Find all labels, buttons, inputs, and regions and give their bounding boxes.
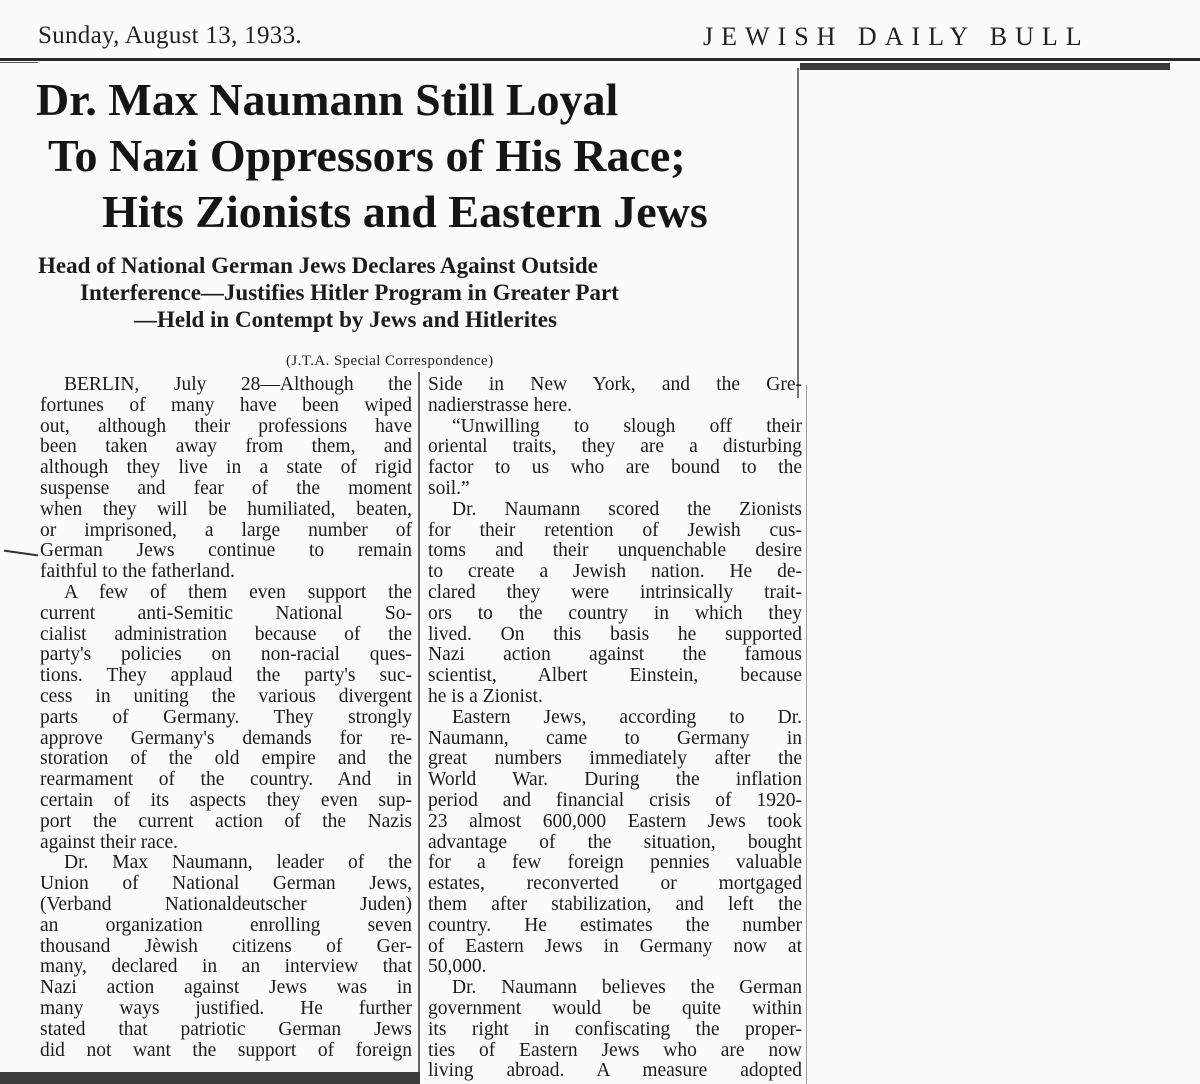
article-text-line: them after stabilization, and left the <box>428 894 802 915</box>
column-divider <box>418 372 420 1084</box>
article-text-line: 50,000. <box>428 956 487 978</box>
article-text-line: period and financial crisis of 1920- <box>428 790 802 811</box>
subhead-line: Interference—Justifies Hitler Program in Greater Part <box>80 280 619 305</box>
article-text-line: country. He estimates the number <box>428 915 802 936</box>
article-text-line: for a few foreign pennies valuable <box>428 853 802 874</box>
article-text-line: parts of Germany. They strongly <box>40 707 412 728</box>
article-text-line: storation of the old empire and the <box>40 749 412 770</box>
article-text-line: Naumann, came to Germany in <box>428 728 802 749</box>
article-text-line: to create a Jewish nation. He de- <box>428 562 802 583</box>
article-text-line: port the current action of the Nazis <box>40 811 412 832</box>
article-text-line: he is a Zionist. <box>428 685 543 707</box>
article-text-line: Side in New York, and the Gre- <box>428 375 802 395</box>
article-text-line: fortunes of many have been wiped <box>40 395 412 416</box>
article-text-line: party's policies on non-racial ques- <box>40 645 412 666</box>
column-border <box>797 68 799 398</box>
article-text-line: its right in confiscating the proper- <box>428 1019 802 1040</box>
article-text-line: many ways justified. He further <box>40 998 412 1019</box>
article-text-line: soil.” <box>428 477 470 499</box>
article-text-line: rearmament of the country. And in <box>40 770 412 791</box>
article-text-line: for their retention of Jewish cus- <box>428 520 802 541</box>
article-text-line: clared they were intrinsically trait- <box>428 582 802 603</box>
article-text-line: been taken away from them, and <box>40 437 412 458</box>
article-text-line: German Jews continue to remain <box>40 541 412 562</box>
article-text-line: great numbers immediately after the <box>428 749 802 770</box>
issue-date: Sunday, August 13, 1933. <box>38 22 302 49</box>
article-subheadline <box>30 252 800 333</box>
masthead-rule <box>0 58 1200 61</box>
article-text-line: faithful to the fatherland. <box>40 561 235 583</box>
article-text-line: an organization enrolling seven <box>40 915 412 936</box>
article-headline <box>30 72 800 240</box>
article-text-line: out, although their professions have <box>40 416 412 437</box>
subhead-line: Head of National German Jews Declares Against Outside <box>38 253 598 278</box>
headline-line: To Nazi Oppressors of His Race; <box>48 130 686 181</box>
article-text-line: oriental traits, they are a disturbing <box>428 437 802 458</box>
article-text-line: ties of Eastern Jews who are now <box>428 1040 802 1061</box>
article-text-line: Dr. Max Naumann, leader of the <box>64 853 412 874</box>
headline-line: Hits Zionists and Eastern Jews <box>102 186 708 237</box>
newspaper-name: JEWISH DAILY BULL <box>703 22 1090 51</box>
article-text-line: did not want the support of foreign <box>40 1040 412 1061</box>
article-text-line: certain of its aspects they even sup- <box>40 790 412 811</box>
article-text-line: (Verband Nationaldeutscher Juden) <box>40 894 412 915</box>
article-text-line: stated that patriotic German Jews <box>40 1019 412 1040</box>
article-text-line: factor to us who are bound to the <box>428 458 802 479</box>
article-text-line: lived. On this basis he supported <box>428 624 802 645</box>
article-text-line: World War. During the inflation <box>428 770 802 791</box>
article-text-line: approve Germany's demands for re- <box>40 728 412 749</box>
article-text-line: “Unwilling to slough off their <box>452 416 802 437</box>
article-text-line: against their race. <box>40 831 179 853</box>
article-text-line: suspense and fear of the moment <box>40 478 412 499</box>
article-text-line: estates, reconverted or mortgaged <box>428 874 802 895</box>
scan-mark <box>4 550 38 557</box>
masthead-thick-rule <box>800 63 1170 70</box>
article-text-line: scientist, Albert Einstein, because <box>428 666 802 687</box>
article-column-1 <box>40 375 412 1061</box>
article-text-line: ors to the country in which they <box>428 603 802 624</box>
article-text-line: advantage of the situation, bought <box>428 832 802 853</box>
correspondence-credit: (J.T.A. Special Correspondence) <box>286 353 494 369</box>
article-text-line: 23 almost 600,000 Eastern Jews took <box>428 811 802 832</box>
article-text-line: A few of them even support the <box>64 582 412 603</box>
article-text-line: cialist administration because of the <box>40 624 412 645</box>
article-text-line: government would be quite within <box>428 998 802 1019</box>
column-border <box>806 385 807 1084</box>
left-rule <box>0 62 38 63</box>
article-text-line: cess in uniting the various divergent <box>40 686 412 707</box>
article-text-line: of Eastern Jews in Germany now at <box>428 936 802 957</box>
article-text-line: Nazi action against the famous <box>428 645 802 666</box>
article-text-line: Dr. Naumann scored the Zionists <box>452 499 802 520</box>
article-text-line: toms and their unquenchable desire <box>428 541 802 562</box>
article-text-line: Dr. Naumann believes the German <box>452 978 802 999</box>
article-text-line: although they live in a state of rigid <box>40 458 412 479</box>
article-text-line: living abroad. A measure adopted <box>428 1061 802 1082</box>
article-text-line: Union of National German Jews, <box>40 874 412 895</box>
article-text-line: BERLIN, July 28—Although the <box>64 375 412 395</box>
subhead-line: —Held in Contempt by Jews and Hitlerites <box>134 307 557 332</box>
article-text-line: when they will be humiliated, beaten, <box>40 499 412 520</box>
headline-line: Dr. Max Naumann Still Loyal <box>36 74 619 125</box>
article-text-line: Nazi action against Jews was in <box>40 978 412 999</box>
article-text-line: thousand Jèwish citizens of Ger- <box>40 936 412 957</box>
article-text-line: or imprisoned, a large number of <box>40 520 412 541</box>
article-text-line: many, declared in an interview that <box>40 957 412 978</box>
article-column-2 <box>428 375 802 1082</box>
article-text-line: current anti-Semitic National So- <box>40 603 412 624</box>
article-text-line: nadierstrasse here. <box>428 394 573 416</box>
scan-edge <box>0 1072 420 1084</box>
article-text-line: Eastern Jews, according to Dr. <box>452 707 802 728</box>
article-text-line: tions. They applaud the party's suc- <box>40 666 412 687</box>
